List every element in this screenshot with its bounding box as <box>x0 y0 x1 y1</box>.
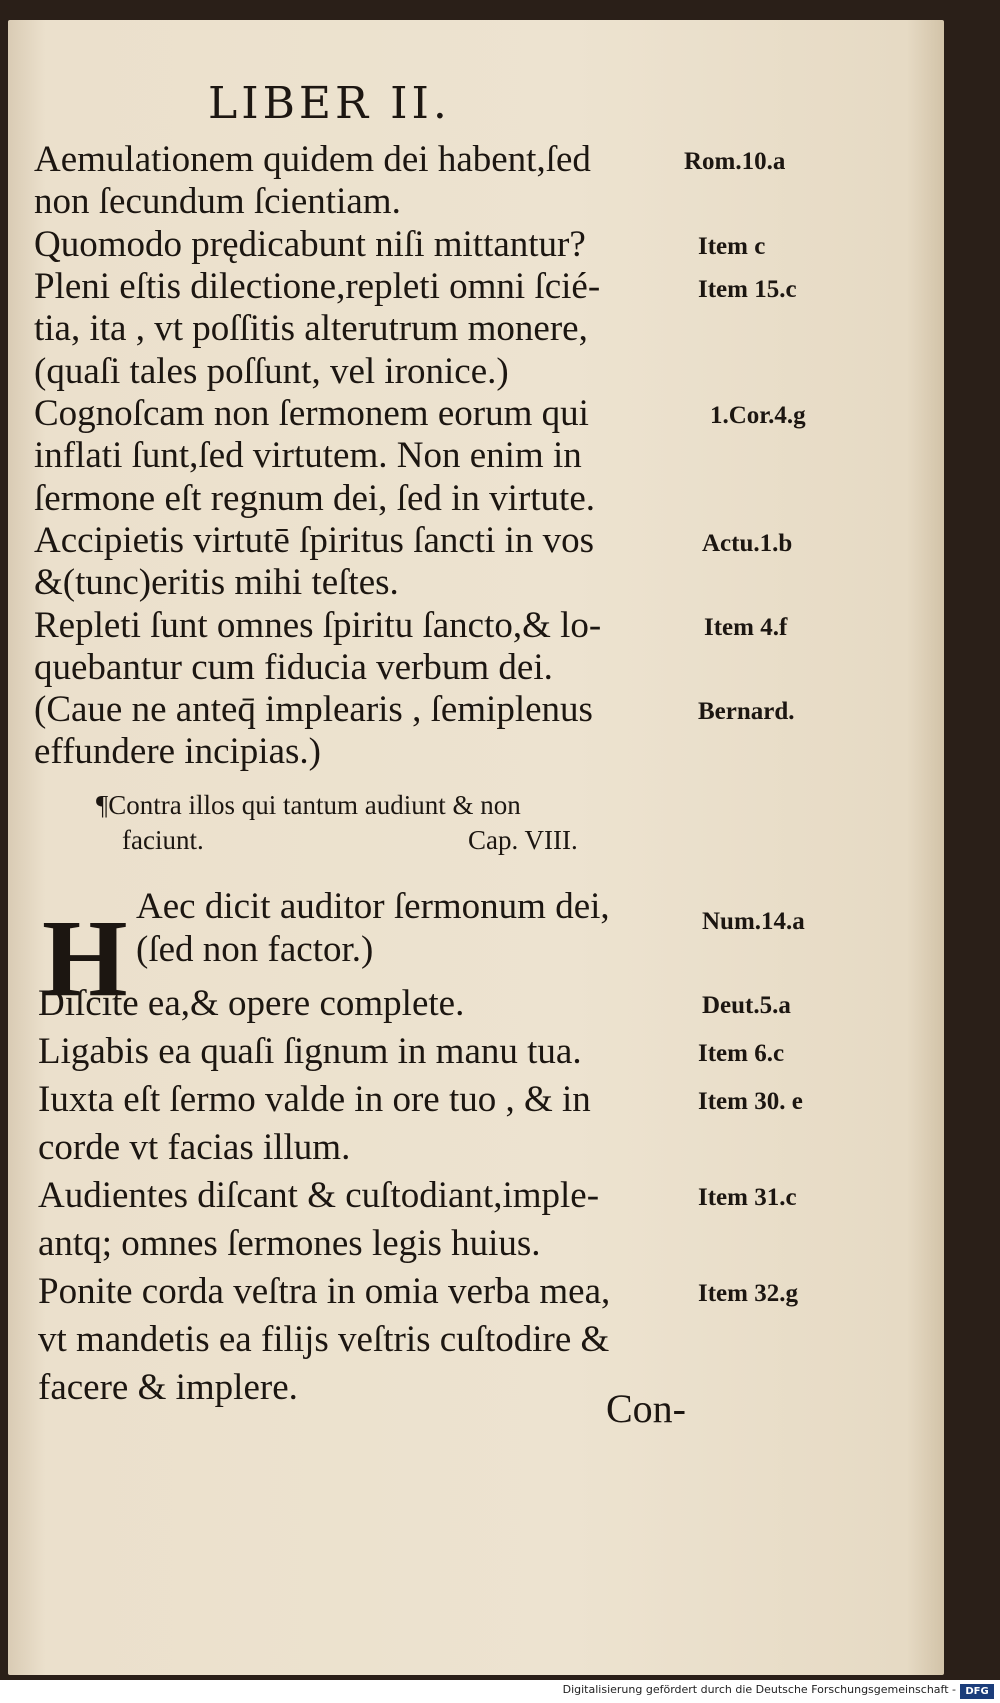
text-line: Diſcite ea,& opere complete. <box>38 983 465 1024</box>
text-line: Ligabis ea quaſi ſignum in manu tua. <box>38 1031 582 1072</box>
margin-note: Rom.10.a <box>684 148 786 175</box>
margin-note: Item 32.g <box>698 1280 798 1307</box>
text-line: Quomodo prędicabunt niſi mittantur? <box>34 224 586 265</box>
footer-bar <box>0 1680 1000 1703</box>
margin-note: Item 4.f <box>704 614 788 641</box>
text-line: effundere incipias.) <box>34 731 321 772</box>
text-line: Accipietis virtutē ſpiritus ſancti in vos <box>34 520 595 561</box>
margin-note: Item 31.c <box>698 1184 797 1211</box>
margin-note: Item 15.c <box>698 276 797 303</box>
margin-note: Item 30. e <box>698 1088 803 1115</box>
text-line: quebantur cum fiducia verbum dei. <box>34 647 553 688</box>
text-line: Iuxta eſt ſermo valde in ore tuo , & in <box>38 1079 591 1120</box>
text-line: facere & implere. <box>38 1367 298 1408</box>
margin-note: 1.Cor.4.g <box>710 402 806 429</box>
drop-capital: H <box>42 897 128 1019</box>
text-line: (quaſi tales poſſunt, vel ironice.) <box>34 351 509 392</box>
text-line: Ponite corda veſtra in omia verba mea, <box>38 1271 611 1312</box>
dfg-logo: DFG <box>960 1684 994 1699</box>
margin-note: Num.14.a <box>702 908 805 935</box>
chapter-heading: ¶Contra illos qui tantum audiunt & non <box>96 790 521 820</box>
text-line: (Caue ne anteq̄ implearis , ſemiplenus <box>34 689 593 730</box>
catchword: Con- <box>606 1386 686 1431</box>
text-line: &(tunc)eritis mihi teſtes. <box>34 562 399 603</box>
margin-note: Bernard. <box>698 698 795 725</box>
footer-credit: Digitalisierung gefördert durch die Deutsche Forschungsgemeinschaft - <box>562 1683 956 1696</box>
text-line: tia, ita , vt poſſitis alterutrum monere, <box>34 308 588 349</box>
margin-note: Item 6.c <box>698 1040 785 1067</box>
text-line: vt mandetis ea filijs veſtris cuſtodire & <box>38 1319 610 1360</box>
text-line: Cognoſcam non ſermonem eorum qui <box>34 393 589 434</box>
text-line: corde vt facias illum. <box>38 1127 351 1168</box>
text-line: Pleni eſtis dilectione,repleti omni ſcié- <box>34 266 601 307</box>
text-line: Aec dicit auditor ſermonum dei, <box>136 886 610 927</box>
running-header: LIBER II. <box>208 78 451 129</box>
text-line: inflati ſunt,ſed virtutem. Non enim in <box>34 435 582 476</box>
margin-note: Deut.5.a <box>702 992 791 1019</box>
book-page <box>8 20 944 1675</box>
chapter-number: Cap. VIII. <box>468 825 578 855</box>
margin-note: Item c <box>698 233 766 260</box>
margin-note: Actu.1.b <box>702 530 793 557</box>
text-line: non ſecundum ſcientiam. <box>34 181 401 222</box>
text-line: (ſed non factor.) <box>136 929 374 970</box>
text-line: Aemulationem quidem dei habent,ſed <box>34 139 591 180</box>
chapter-heading-cont: faciunt. <box>122 825 204 855</box>
text-line: ſermone eſt regnum dei, ſed in virtute. <box>34 478 595 519</box>
text-line: Audientes diſcant & cuſtodiant,imple- <box>38 1175 600 1216</box>
text-line: Repleti ſunt omnes ſpiritu ſancto,& lo- <box>34 605 602 646</box>
text-line: antq; omnes ſermones legis huius. <box>38 1223 541 1264</box>
